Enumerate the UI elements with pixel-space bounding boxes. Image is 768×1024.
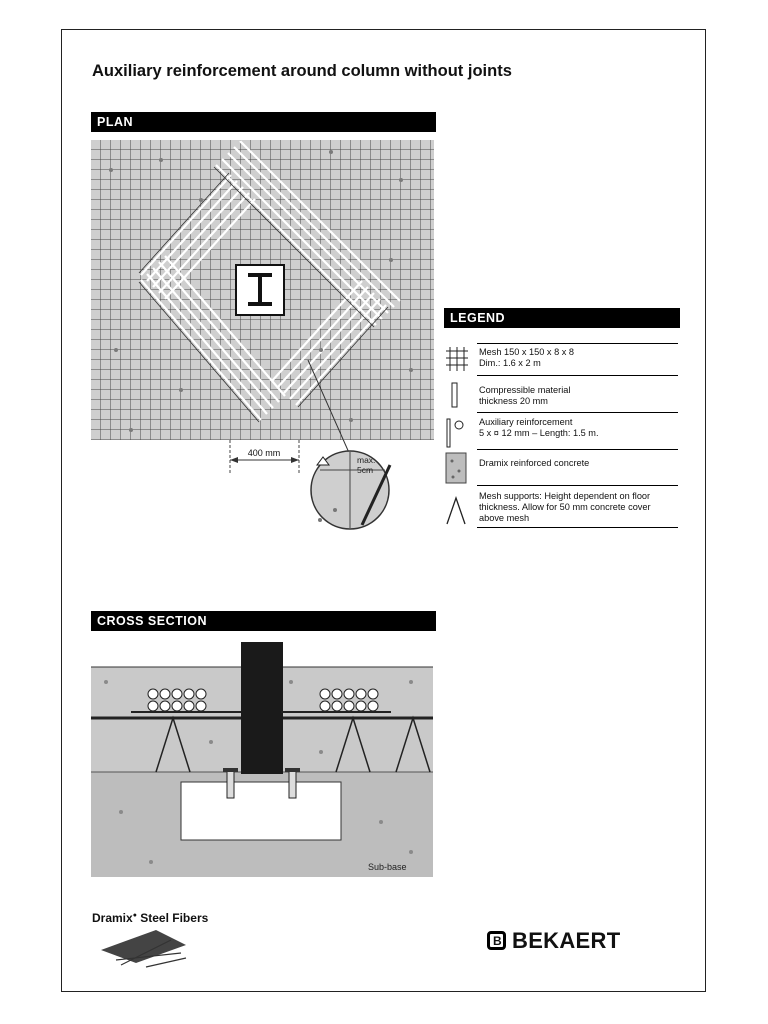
anchor-bolt — [289, 770, 296, 798]
legend-rule — [477, 412, 678, 413]
concrete-swatch-icon — [444, 451, 470, 485]
dramix-suffix: Steel Fibers — [136, 911, 209, 925]
footing — [181, 782, 341, 840]
page-title: Auxiliary reinforcement around column without joints — [92, 62, 512, 80]
bekaert-logo — [487, 928, 620, 954]
dimension-label: 400 mm — [247, 448, 281, 458]
bekaert-brand: BEKAERT — [512, 928, 621, 953]
dramix-logo: Dramix● Steel Fibers — [92, 911, 209, 925]
legend-item-auxiliary: Auxiliary reinforcement 5 x ¤ 12 mm – Length: 1.5 m. — [479, 417, 599, 438]
legend-item-supports: Mesh supports: Height dependent on floor thickness. Allow for 50 mm concrete cover above mesh — [479, 491, 651, 523]
detail-label: max. 5cm — [357, 455, 376, 475]
anchor-bolt — [227, 770, 234, 798]
legend-item-concrete: Dramix reinforced concrete — [479, 458, 590, 468]
cross-section-drawing — [91, 642, 433, 877]
legend-heading: LEGEND — [444, 308, 680, 328]
plan-heading: PLAN — [91, 112, 436, 132]
steel-fiber-icon — [96, 925, 196, 970]
detail-callout — [290, 360, 400, 530]
mesh-icon — [444, 345, 470, 373]
column — [241, 642, 283, 774]
legend-rule — [477, 527, 678, 528]
sub-base-label: Sub-base — [368, 862, 407, 872]
auxiliary-reinforcement-icon — [444, 415, 470, 449]
compressible-material-icon — [444, 380, 470, 410]
dramix-brand: Dramix — [92, 911, 133, 925]
legend-rule — [477, 375, 678, 376]
legend-item-compressible: Compressible material thickness 20 mm — [479, 385, 571, 406]
bekaert-mark-icon: B — [487, 931, 506, 950]
legend-rule — [477, 485, 678, 486]
legend-item-mesh: Mesh 150 x 150 x 8 x 8 Dim.: 1.6 x 2 m — [479, 347, 574, 368]
cross-section-heading: CROSS SECTION — [91, 611, 436, 631]
legend-rule — [477, 449, 678, 450]
legend-rule — [477, 343, 678, 344]
mesh-support-icon — [444, 494, 470, 526]
